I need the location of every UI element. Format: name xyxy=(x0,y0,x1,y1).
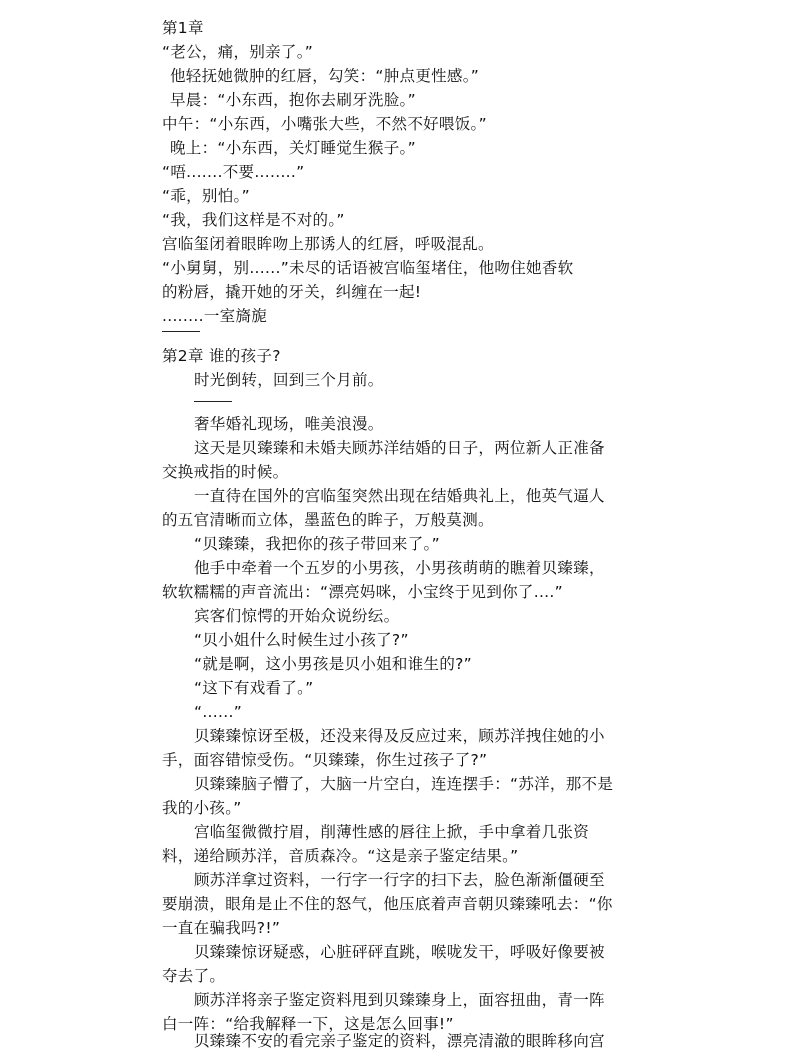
paragraph-line: 他轻抚她微肿的红唇，勾笑：“肿点更性感。” xyxy=(170,67,480,85)
paragraph-line: 早晨：“小东西，抱你去刷牙洗脸。” xyxy=(170,91,416,109)
paragraph-line: ........一室旖旎 xyxy=(162,307,268,325)
paragraph-line: “乖，别怕。” xyxy=(162,187,250,205)
paragraph-line: 的粉唇，撬开她的牙关，纠缠在一起! xyxy=(162,283,422,301)
paragraph-line: 贝臻臻脑子懵了，大脑一片空白，连连摆手：“苏洋，那不是 xyxy=(194,775,614,793)
paragraph-line: 顾苏洋将亲子鉴定资料甩到贝臻臻身上，面容扭曲，青一阵 xyxy=(194,991,605,1009)
paragraph-line: 时光倒转，回到三个月前。 xyxy=(194,371,384,389)
paragraph-line: 贝臻臻惊讶至极，还没来得及反应过来，顾苏洋拽住她的小 xyxy=(194,727,605,745)
paragraph-line: 他手中牵着一个五岁的小男孩，小男孩萌萌的瞧着贝臻臻， xyxy=(194,559,605,577)
paragraph-line: 要崩溃，眼角是止不住的怒气，他压底着声音朝贝臻臻吼去：“你 xyxy=(162,895,613,913)
paragraph-line: 奢华婚礼现场，唯美浪漫。 xyxy=(194,415,384,433)
paragraph-line: 料，递给顾苏洋，音质森冷。“这是亲子鉴定结果。” xyxy=(162,847,519,865)
paragraph-line: 的五官清晰而立体，墨蓝色的眸子，万般莫测。 xyxy=(162,511,494,529)
paragraph-line: 这天是贝臻臻和未婚夫顾苏洋结婚的日子，两位新人正准备 xyxy=(194,439,605,457)
paragraph-line: 宫临玺闭着眼眸吻上那诱人的红唇，呼吸混乱。 xyxy=(162,235,494,253)
paragraph-line: 贝臻臻惊讶疑惑，心脏砰砰直跳，喉咙发干，呼吸好像要被 xyxy=(194,943,605,961)
paragraph-line: 宾客们惊愕的开始众说纷纭。 xyxy=(194,607,400,625)
paragraph-line: 晚上：“小东西，关灯睡觉生猴子。” xyxy=(170,139,416,157)
paragraph-line: “我，我们这样是不对的。” xyxy=(162,211,345,229)
paragraph-line: “老公，痛，别亲了。” xyxy=(162,43,314,61)
paragraph-line: “唔.......不要........” xyxy=(162,163,305,181)
paragraph-line: “......” xyxy=(194,703,243,721)
paragraph-line: “贝小姐什么时候生过小孩了?” xyxy=(194,631,409,649)
paragraph-line: 顾苏洋拿过资料，一行字一行字的扫下去，脸色渐渐僵硬至 xyxy=(194,871,605,889)
paragraph-line: 一直在骗我吗?!” xyxy=(162,919,281,937)
paragraph-line: “贝臻臻，我把你的孩子带回来了。” xyxy=(194,535,440,553)
paragraph-line: 软软糯糯的声音流出：“漂亮妈咪，小宝终于见到你了....” xyxy=(162,583,563,601)
paragraph-line: 白一阵：“给我解释一下，这是怎么回事!” xyxy=(162,1015,454,1033)
chapter-2-title: 第2章 谁的孩子? xyxy=(162,347,281,365)
paragraph-line: 一直待在国外的宫临玺突然出现在结婚典礼上，他英气逼人 xyxy=(194,487,605,505)
paragraph-line: “这下有戏看了。” xyxy=(194,679,314,697)
paragraph-line: 中午：“小东西，小嘴张大些，不然不好喂饭。” xyxy=(162,115,487,133)
paragraph-line: 手，面容错惊受伤。“贝臻臻，你生过孩子了?” xyxy=(162,751,488,769)
section-divider xyxy=(162,331,200,332)
paragraph-line: 贝臻臻不安的看完亲子鉴定的资料，漂亮清澈的眼眸移向宫 xyxy=(194,1032,605,1050)
paragraph-line: 宫临玺微微拧眉，削薄性感的唇往上掀，手中拿着几张资 xyxy=(194,823,590,841)
paragraph-line: “就是啊，这小男孩是贝小姐和谁生的?” xyxy=(194,655,472,673)
paragraph-line: 交换戒指的时候。 xyxy=(162,463,289,481)
paragraph-line: 夺去了。 xyxy=(162,967,226,985)
chapter-1-title: 第1章 xyxy=(162,19,204,37)
paragraph-line: 我的小孩。” xyxy=(162,799,242,817)
paragraph-line: “小舅舅，别......”未尽的话语被宫临玺堵住，他吻住她香软 xyxy=(162,259,574,277)
scene-divider xyxy=(194,401,232,402)
